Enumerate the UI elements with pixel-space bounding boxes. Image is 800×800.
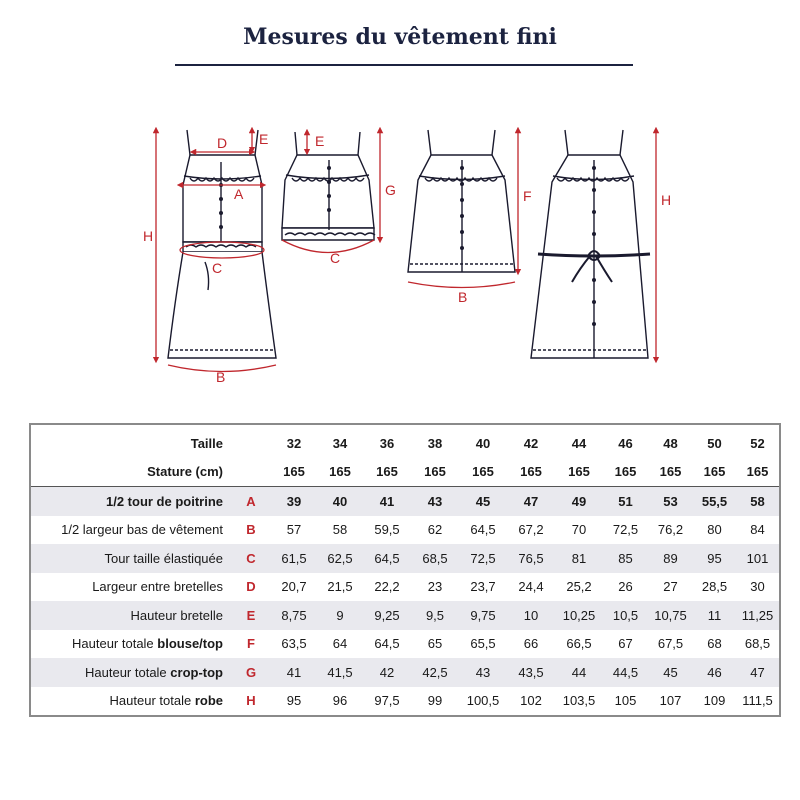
measurement-value: 47	[736, 658, 779, 687]
measurement-value: 41,5	[317, 658, 363, 687]
taille-label: Taille	[190, 435, 223, 451]
measurement-value: 30	[750, 579, 765, 595]
measurement-value: 43,5	[507, 658, 555, 687]
measurement-value: 41	[363, 487, 411, 516]
label-b-dress: B	[216, 369, 226, 385]
measurement-value: 62,5	[317, 544, 363, 573]
measurement-label-text: Hauteur totale	[109, 693, 195, 709]
label-f: F	[523, 188, 532, 204]
measurement-row	[31, 658, 779, 687]
measurement-value: 102	[520, 693, 542, 709]
measurement-label	[31, 601, 231, 630]
stature-cell: 165	[746, 464, 769, 480]
measurement-value: 8,75	[271, 601, 317, 630]
measurement-value: 64,5	[363, 544, 411, 573]
measurement-value: 64	[332, 636, 348, 652]
measurement-value: 107	[659, 693, 682, 709]
measurement-value: 67,2	[518, 522, 544, 538]
measurement-row	[31, 601, 779, 630]
stature-row	[31, 458, 779, 487]
measurement-value: 45	[459, 487, 507, 516]
measurement-label	[31, 630, 231, 659]
size-cell: 40	[475, 435, 491, 451]
measurement-label-text: Hauteur bretelle	[130, 607, 223, 623]
measurement-value: 10,25	[555, 601, 603, 630]
measurement-value: 43	[459, 658, 507, 687]
measurement-value: 11,25	[736, 601, 779, 630]
label-c-crop: C	[330, 250, 341, 266]
measurement-value: 63,5	[281, 636, 307, 652]
measurement-label-text: Hauteur totale	[72, 636, 158, 652]
measurement-value: 111,5	[742, 693, 773, 709]
size-cell: 44	[571, 435, 587, 451]
measurement-value: 23,7	[470, 579, 496, 595]
page-title: Mesures du vêtement fini	[243, 24, 557, 50]
measurement-value: 68,5	[744, 636, 771, 652]
measurement-value: 103,5	[562, 693, 596, 709]
measurements-table-box	[29, 423, 781, 717]
stature-cell: 165	[520, 464, 542, 480]
measurement-value: 10	[507, 601, 555, 630]
stature-cell: 165	[614, 464, 637, 480]
measurement-value: 95	[693, 544, 736, 573]
size-cell: 42	[523, 435, 539, 451]
measurement-value: 64,5	[374, 636, 400, 652]
measurement-letter: G	[231, 658, 271, 687]
measurement-label	[31, 487, 231, 516]
stature-cell: 165	[376, 464, 398, 480]
measurement-value: 9,5	[411, 601, 459, 630]
measurement-value: 41	[271, 658, 317, 687]
stature-cell: 165	[424, 464, 446, 480]
measurement-value: 68	[707, 636, 722, 652]
measurement-label	[31, 516, 231, 545]
measurements-table	[31, 429, 779, 715]
stature-cell: 165	[703, 464, 726, 480]
label-a: A	[234, 186, 244, 202]
measurement-letter: H	[246, 693, 256, 709]
size-header-row	[31, 429, 779, 458]
size-cell: 50	[707, 435, 722, 451]
stature-label: Stature (cm)	[147, 464, 223, 480]
measurement-value: 58	[736, 487, 779, 516]
measurement-letter: D	[246, 579, 256, 595]
size-cell: 52	[750, 435, 765, 451]
measurement-value: 68,5	[411, 544, 459, 573]
measurement-letter: E	[231, 601, 271, 630]
measurement-value: 11	[693, 601, 736, 630]
measurement-label	[31, 687, 231, 716]
measurement-value: 9,75	[459, 601, 507, 630]
measurement-value: 53	[648, 487, 693, 516]
stature-cell: 165	[472, 464, 494, 480]
measurement-value: 72,5	[459, 544, 507, 573]
measurement-value: 95	[286, 693, 302, 709]
stature-cell: 165	[283, 464, 305, 480]
measurement-label-garment: robe	[194, 693, 223, 709]
measurement-value: 28,5	[701, 579, 728, 595]
measurement-row	[31, 687, 779, 716]
measurement-letter: B	[246, 522, 256, 538]
measurement-value: 9,25	[363, 601, 411, 630]
dress-elastic-drawing	[168, 130, 276, 358]
measurement-value: 61,5	[271, 544, 317, 573]
size-cell: 34	[332, 435, 348, 451]
label-h-long: H	[661, 192, 672, 208]
measurement-value: 45	[648, 658, 693, 687]
measurement-label-text: Hauteur totale	[85, 664, 171, 680]
measurement-label-text: 1/2 largeur bas de vêtement	[61, 522, 223, 538]
measurement-value: 99	[427, 693, 443, 709]
measurement-label-text: Tour taille élastiquée	[104, 550, 223, 566]
measurement-value: 26	[618, 579, 633, 595]
measurement-value: 22,2	[374, 579, 400, 595]
measurement-value: 76,2	[657, 522, 684, 538]
measurement-value: 66,5	[566, 636, 592, 652]
measurement-value: 10,5	[603, 601, 648, 630]
measurement-value: 47	[507, 487, 555, 516]
measurement-value: 44	[555, 658, 603, 687]
measurement-value: 89	[648, 544, 693, 573]
measurement-label	[31, 658, 231, 687]
measurement-value: 101	[736, 544, 779, 573]
measurement-value: 76,5	[507, 544, 555, 573]
measurement-value: 96	[332, 693, 348, 709]
measurement-value: 23	[427, 579, 443, 595]
measurement-letter: A	[231, 487, 271, 516]
stature-cell: 165	[568, 464, 590, 480]
measurement-value: 109	[703, 693, 726, 709]
measurement-value: 42	[363, 658, 411, 687]
measurement-row	[31, 573, 779, 602]
crop-top-drawing	[282, 132, 375, 240]
measurement-value: 51	[603, 487, 648, 516]
measurement-value: 10,75	[648, 601, 693, 630]
measurement-label	[31, 573, 231, 602]
measurement-value: 59,5	[374, 522, 400, 538]
measurement-value: 55,5	[693, 487, 736, 516]
label-e-dress: E	[259, 131, 269, 147]
measurement-value: 62	[427, 522, 443, 538]
measurement-value: 46	[693, 658, 736, 687]
measurement-value: 39	[271, 487, 317, 516]
measurement-value: 42,5	[411, 658, 459, 687]
label-g: G	[385, 182, 396, 198]
measurement-value: 24,4	[518, 579, 544, 595]
long-dress-drawing	[531, 130, 650, 358]
measurement-value: 67	[618, 636, 633, 652]
measurement-label-garment: crop-top	[170, 664, 223, 680]
measurement-value: 9	[317, 601, 363, 630]
measurement-value: 80	[707, 522, 722, 538]
measurement-label	[31, 544, 231, 573]
measurement-value: 85	[603, 544, 648, 573]
measurement-row	[31, 630, 779, 659]
label-d: D	[217, 135, 228, 151]
measurement-row	[31, 544, 779, 573]
label-b-top: B	[458, 289, 468, 305]
measurement-value: 70	[571, 522, 587, 538]
measurement-value: 105	[614, 693, 637, 709]
measurement-value: 44,5	[603, 658, 648, 687]
measurement-value: 97,5	[374, 693, 400, 709]
measurement-value: 49	[555, 487, 603, 516]
size-cell: 46	[618, 435, 633, 451]
measurement-value: 81	[555, 544, 603, 573]
stature-cell: 165	[659, 464, 682, 480]
measurement-value: 40	[317, 487, 363, 516]
measurement-value: 27	[663, 579, 678, 595]
size-cell: 48	[663, 435, 678, 451]
measurement-letter: F	[247, 636, 255, 652]
measurement-value: 64,5	[470, 522, 496, 538]
label-c-dress: C	[212, 260, 223, 276]
stature-cell: 165	[329, 464, 351, 480]
measurement-value: 21,5	[327, 579, 353, 595]
measurement-value: 67,5	[657, 636, 684, 652]
measurement-value: 58	[332, 522, 348, 538]
measurement-label-garment: blouse/top	[157, 636, 223, 652]
measurement-value: 66	[523, 636, 539, 652]
measurement-value: 57	[286, 522, 302, 538]
measurement-value: 43	[411, 487, 459, 516]
label-h-dress: H	[143, 228, 154, 244]
label-e-crop: E	[315, 133, 325, 149]
title-divider	[175, 64, 633, 66]
measurement-value: 20,7	[281, 579, 307, 595]
measurement-letter: C	[231, 544, 271, 573]
size-cell: 32	[286, 435, 302, 451]
measurement-value: 72,5	[612, 522, 639, 538]
measurement-row	[31, 516, 779, 545]
size-cell: 38	[427, 435, 443, 451]
measurement-label-text: Largeur entre bretelles	[92, 579, 223, 595]
measurement-value: 65,5	[470, 636, 496, 652]
measurement-label-text: 1/2 tour de poitrine	[105, 493, 223, 509]
measurement-value: 84	[750, 522, 765, 538]
measurement-value: 100,5	[466, 693, 500, 709]
measurement-value: 65	[427, 636, 443, 652]
size-cell: 36	[379, 435, 395, 451]
measurement-value: 25,2	[566, 579, 592, 595]
garment-illustrations	[0, 110, 800, 400]
measurement-row	[31, 487, 779, 516]
